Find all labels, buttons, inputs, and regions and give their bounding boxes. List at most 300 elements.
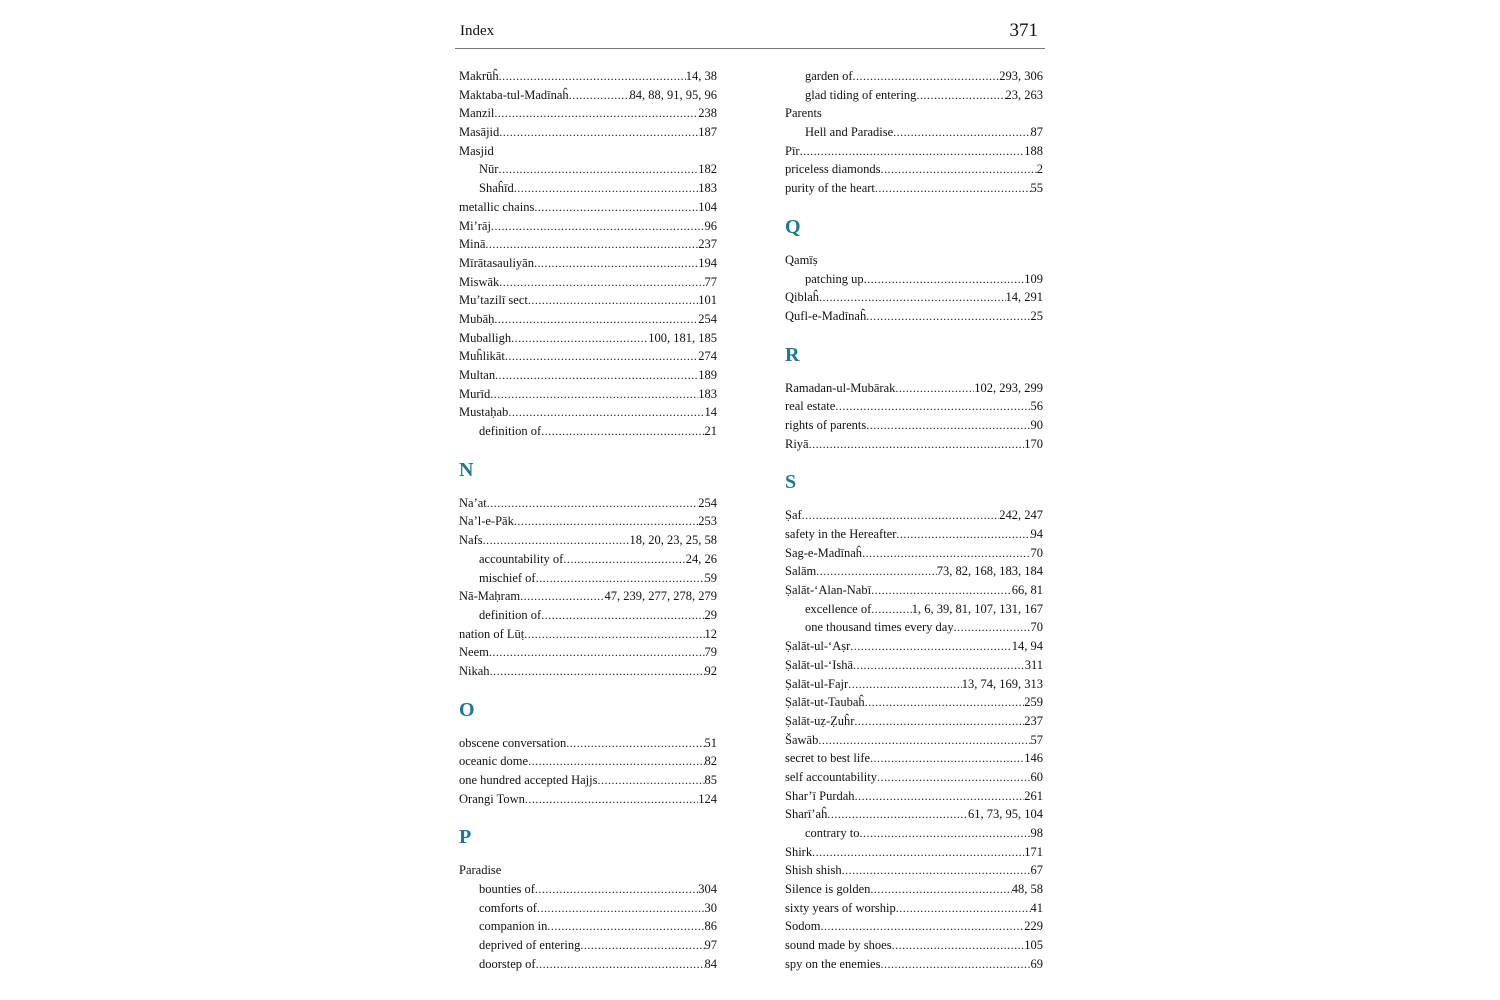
entry-term: sixty years of worship <box>785 900 896 915</box>
entry-term: Salām <box>785 564 817 579</box>
entry-term: real estate <box>785 399 836 414</box>
entry-term: excellence of <box>805 601 872 616</box>
entry-term: obscene conversation <box>459 735 567 750</box>
dot-leader <box>800 142 1025 161</box>
entry-term: Ṣalāt-ul-‘Aṣr <box>785 639 851 654</box>
index-subentry <box>459 917 717 936</box>
index-subentry <box>459 880 717 899</box>
entry-page-numbers: 146 <box>1024 751 1043 766</box>
entry-term: sound made by shoes <box>785 938 892 953</box>
entry-page-numbers: 94 <box>1030 527 1043 541</box>
section-letter-heading: P <box>459 826 472 849</box>
index-entry <box>785 917 1043 936</box>
index-entry <box>785 787 1043 806</box>
entry-page-numbers: 182 <box>698 162 717 177</box>
entry-term: Ṣalāt-ul-‘Ishā <box>785 657 854 672</box>
dot-leader <box>877 768 1031 787</box>
index-entry <box>785 899 1043 918</box>
page-number: 371 <box>1009 20 1038 41</box>
index-entry <box>459 310 717 329</box>
index-entry <box>459 273 717 292</box>
dot-leader <box>508 403 704 422</box>
entry-page-numbers: 51 <box>704 735 717 750</box>
index-entry <box>785 693 1043 712</box>
entry-term: secret to best life <box>785 751 871 766</box>
index-subentry <box>785 600 1043 619</box>
entry-page-numbers: 2 <box>1036 162 1043 177</box>
index-entry <box>459 123 717 142</box>
dot-leader <box>541 422 704 441</box>
entry-term: Ṣaf <box>785 508 802 523</box>
index-column-left <box>459 67 717 974</box>
entry-term: Muballigh <box>459 330 512 345</box>
entry-page-numbers: 189 <box>698 368 717 382</box>
index-entry <box>459 142 717 161</box>
entry-page-numbers: 170 <box>1024 436 1043 451</box>
entry-term: Mu’tazilī sect <box>459 293 528 308</box>
entry-term: metallic chains <box>459 199 535 214</box>
entry-page-numbers: 97 <box>704 938 717 953</box>
entry-page-numbers: 253 <box>698 514 717 529</box>
dot-leader <box>520 587 604 606</box>
entry-page-numbers: 237 <box>1024 713 1043 728</box>
entry-term: Miswāk <box>459 274 500 289</box>
entry-term: Shirk <box>785 844 813 859</box>
entry-page-numbers: 229 <box>1024 919 1043 934</box>
entry-term: deprived of entering <box>479 938 581 953</box>
entry-term: Parents <box>785 106 822 121</box>
entry-term: Multan <box>459 368 496 382</box>
index-entry <box>785 880 1043 899</box>
entry-term: Ṣalāt-uẓ-Ẓuĥr <box>785 713 855 728</box>
entry-page-numbers: 171 <box>1024 844 1043 859</box>
dot-leader <box>850 637 1011 656</box>
index-entry <box>785 435 1043 454</box>
entry-page-numbers: 124 <box>698 791 717 806</box>
entry-page-numbers: 304 <box>698 882 717 897</box>
entry-term: Shish shish <box>785 863 842 878</box>
index-subentry <box>785 123 1043 142</box>
entry-page-numbers: 90 <box>1030 417 1043 432</box>
dot-leader <box>865 693 1025 712</box>
entry-page-numbers: 77 <box>704 274 717 289</box>
dot-leader <box>880 160 1036 179</box>
dot-leader <box>597 771 704 790</box>
dot-leader <box>494 104 698 123</box>
index-entry <box>785 581 1043 600</box>
index-entry <box>459 494 717 513</box>
dot-leader <box>490 385 698 404</box>
entry-page-numbers: 79 <box>704 645 717 660</box>
entry-term: Qamīṣ <box>785 252 818 267</box>
entry-term: mischief of <box>479 570 536 585</box>
dot-leader <box>866 307 1030 326</box>
index-entry <box>785 843 1043 862</box>
dot-leader <box>875 179 1031 198</box>
index-entry <box>459 587 717 606</box>
dot-leader <box>528 291 698 310</box>
section-gap <box>785 453 1043 469</box>
dot-leader <box>536 955 705 974</box>
entry-page-numbers: 274 <box>698 349 717 364</box>
dot-leader <box>547 917 704 936</box>
section-letter-heading: Q <box>785 215 801 238</box>
entry-page-numbers: 82 <box>704 754 717 769</box>
entry-page-numbers: 102, 293, 299 <box>974 380 1043 395</box>
index-entry <box>459 531 717 550</box>
entry-page-numbers: 188 <box>1024 143 1043 158</box>
entry-term: companion in <box>479 919 548 934</box>
dot-leader <box>569 86 630 105</box>
entry-page-numbers: 41 <box>1030 900 1043 915</box>
dot-leader <box>870 880 1011 899</box>
entry-term: Nā-Maḥram <box>459 589 521 604</box>
entry-page-numbers: 85 <box>704 773 717 787</box>
dot-leader <box>860 824 1031 843</box>
entry-term: Shaĥīd <box>479 181 514 196</box>
index-entry <box>459 861 717 880</box>
entry-term: Na’at <box>459 495 487 510</box>
dot-leader <box>835 397 1030 416</box>
entry-term: Maktaba-tul-Madīnaĥ <box>459 87 569 102</box>
entry-term: one thousand times every day <box>805 620 954 635</box>
entry-term: definition of <box>479 607 542 622</box>
entry-term: Minā <box>459 237 486 252</box>
entry-page-numbers: 66, 81 <box>1011 583 1043 598</box>
entry-term: Masājid <box>459 125 500 140</box>
section-letter-heading: N <box>459 458 474 481</box>
entry-page-numbers: 73, 82, 168, 183, 184 <box>936 564 1043 579</box>
dot-leader <box>864 270 1025 289</box>
index-entry <box>459 385 717 404</box>
index-entry <box>459 790 717 809</box>
index-entry <box>785 506 1043 525</box>
index-entry <box>459 403 717 422</box>
dot-leader <box>842 861 1031 880</box>
dot-leader <box>483 531 630 550</box>
entry-term: Shar’ī Purdah <box>785 788 855 803</box>
entry-term: garden of <box>805 69 853 83</box>
dot-leader <box>563 550 685 569</box>
entry-page-numbers: 293, 306 <box>999 69 1043 83</box>
entry-page-numbers: 57 <box>1030 732 1043 747</box>
index-column-right <box>785 67 1043 974</box>
entry-page-numbers: 183 <box>698 386 717 401</box>
entry-term: doorstep of <box>479 956 536 971</box>
index-entry <box>785 955 1043 974</box>
entry-term: comforts of <box>479 900 537 915</box>
entry-term: Sag-e-Madīnaĥ <box>785 545 863 560</box>
dot-leader <box>896 525 1030 544</box>
entry-page-numbers: 59 <box>704 570 717 585</box>
section-gap <box>785 241 1043 251</box>
entry-page-numbers: 109 <box>1024 271 1043 286</box>
entry-page-numbers: 100, 181, 185 <box>648 330 717 345</box>
dot-leader <box>870 749 1024 768</box>
index-entry <box>785 805 1043 824</box>
dot-leader <box>855 787 1025 806</box>
index-entry <box>785 637 1043 656</box>
dot-leader <box>528 752 704 771</box>
dot-leader <box>871 600 911 619</box>
entry-page-numbers: 23, 263 <box>1005 87 1043 102</box>
index-entry <box>459 347 717 366</box>
entry-term: Ṣalāt-‘Alan-Nabī <box>785 583 872 598</box>
entry-term: safety in the Hereafter <box>785 527 897 541</box>
dot-leader <box>485 235 698 254</box>
index-entry <box>459 752 717 771</box>
dot-leader <box>892 936 1025 955</box>
entry-page-numbers: 98 <box>1030 826 1043 840</box>
section-gap <box>785 326 1043 342</box>
index-entry <box>785 936 1043 955</box>
entry-page-numbers: 18, 20, 23, 25, 58 <box>629 533 717 548</box>
entry-page-numbers: 29 <box>704 607 717 622</box>
entry-term: Nūr <box>479 162 499 177</box>
entry-term: Sharī’aĥ <box>785 807 828 822</box>
dot-leader <box>494 310 698 329</box>
entry-page-numbers: 84 <box>704 956 717 971</box>
dot-leader <box>802 506 1000 525</box>
index-entry <box>785 712 1043 731</box>
index-subentry <box>459 179 717 198</box>
entry-page-numbers: 101 <box>698 293 717 308</box>
dot-leader <box>819 288 1005 307</box>
entry-page-numbers: 183 <box>698 181 717 196</box>
index-entry <box>459 198 717 217</box>
index-subentry <box>459 422 717 441</box>
index-entry <box>459 86 717 105</box>
entry-page-numbers: 25 <box>1030 308 1043 323</box>
index-entry <box>459 771 717 790</box>
entry-page-numbers: 194 <box>698 255 717 270</box>
index-entry <box>785 104 1043 123</box>
index-subentry <box>785 618 1043 637</box>
entry-page-numbers: 259 <box>1024 695 1043 710</box>
dot-leader <box>895 379 974 398</box>
dot-leader <box>818 731 1030 750</box>
dot-leader <box>816 562 937 581</box>
entry-page-numbers: 87 <box>1030 125 1043 140</box>
index-entry <box>459 512 717 531</box>
entry-page-numbers: 1, 6, 39, 81, 107, 131, 167 <box>911 601 1043 616</box>
entry-term: Ramadan-ul-Mubārak <box>785 380 896 395</box>
index-entry <box>785 861 1043 880</box>
section-gap <box>459 681 717 697</box>
index-entry <box>785 544 1043 563</box>
index-entry <box>785 379 1043 398</box>
dot-leader <box>514 179 699 198</box>
entry-term: Mubāḥ <box>459 311 495 326</box>
entry-term: definition of <box>479 424 542 439</box>
entry-term: Riyā <box>785 436 809 451</box>
dot-leader <box>537 899 705 918</box>
entry-term: Orangi Town <box>459 791 525 806</box>
dot-leader <box>505 347 698 366</box>
section-gap <box>459 724 717 734</box>
entry-term: Nikah <box>459 663 490 678</box>
entry-page-numbers: 60 <box>1030 769 1043 784</box>
page-header <box>455 18 1045 49</box>
section-gap <box>459 808 717 824</box>
dot-leader <box>862 544 1030 563</box>
dot-leader <box>541 606 704 625</box>
index-subentry <box>459 160 717 179</box>
entry-page-numbers: 96 <box>704 218 717 233</box>
section-gap <box>785 369 1043 379</box>
entry-term: Neem <box>459 645 489 660</box>
index-entry <box>785 179 1043 198</box>
entry-page-numbers: 14 <box>704 405 717 420</box>
entry-page-numbers: 70 <box>1030 620 1043 635</box>
index-entry <box>785 731 1043 750</box>
index-entry <box>459 734 717 753</box>
index-entry <box>785 675 1043 694</box>
entry-page-numbers: 21 <box>704 424 717 439</box>
index-entry <box>785 768 1043 787</box>
dot-leader <box>848 675 962 694</box>
index-entry <box>785 251 1043 270</box>
dot-leader <box>514 512 698 531</box>
index-subentry <box>459 550 717 569</box>
entry-term: Mustaḥab <box>459 405 509 420</box>
entry-page-numbers: 48, 58 <box>1011 882 1043 897</box>
dot-leader <box>871 581 1012 600</box>
dot-leader <box>820 917 1024 936</box>
entry-page-numbers: 311 <box>1024 657 1043 672</box>
index-entry <box>459 67 717 86</box>
entry-term: Qiblaĥ <box>785 290 820 305</box>
entry-term: bounties of <box>479 882 535 897</box>
entry-term: contrary to <box>805 826 860 840</box>
entry-term: Masjid <box>459 143 494 158</box>
dot-leader <box>866 416 1030 435</box>
index-subentry <box>459 899 717 918</box>
index-subentry <box>459 606 717 625</box>
index-entry <box>459 254 717 273</box>
entry-page-numbers: 70 <box>1030 545 1043 560</box>
dot-leader <box>511 329 648 348</box>
dot-leader <box>880 955 1030 974</box>
entry-page-numbers: 254 <box>698 495 717 510</box>
index-entry <box>785 142 1043 161</box>
entry-term: Muĥlikāt <box>459 349 505 364</box>
index-entry <box>785 562 1043 581</box>
index-subentry <box>459 569 717 588</box>
index-entry <box>459 217 717 236</box>
dot-leader <box>535 880 698 899</box>
entry-term: Na’l-e-Pāk <box>459 514 514 529</box>
entry-term: spy on the enemies <box>785 956 881 971</box>
entry-page-numbers: 242, 247 <box>999 508 1043 523</box>
section-gap <box>459 851 717 861</box>
entry-page-numbers: 55 <box>1030 181 1043 196</box>
entry-term: accountability of <box>479 551 564 566</box>
dot-leader <box>809 435 1025 454</box>
index-subentry <box>785 67 1043 86</box>
entry-page-numbers: 254 <box>698 311 717 326</box>
dot-leader <box>534 198 698 217</box>
index-subentry <box>785 824 1043 843</box>
index-entry <box>785 525 1043 544</box>
index-subentry <box>459 955 717 974</box>
index-entry <box>785 416 1043 435</box>
dot-leader <box>499 273 704 292</box>
section-gap <box>459 484 717 494</box>
index-page <box>455 0 1045 1000</box>
entry-page-numbers: 237 <box>698 237 717 252</box>
entry-term: Paradise <box>459 863 502 878</box>
dot-leader <box>812 843 1024 862</box>
section-letter-heading: R <box>785 343 800 366</box>
dot-leader <box>487 494 698 513</box>
dot-leader <box>896 899 1031 918</box>
entry-term: self accountability <box>785 769 877 784</box>
index-entry <box>785 656 1043 675</box>
index-entry <box>459 104 717 123</box>
dot-leader <box>489 643 705 662</box>
entry-term: Mi’rāj <box>459 218 491 233</box>
dot-leader <box>853 656 1025 675</box>
entry-page-numbers: 187 <box>698 125 717 140</box>
entry-term: Silence is golden <box>785 882 871 897</box>
entry-term: patching up <box>805 271 864 286</box>
index-entry <box>459 291 717 310</box>
entry-page-numbers: 56 <box>1030 399 1043 414</box>
index-entry <box>459 662 717 681</box>
entry-term: glad tiding of entering <box>805 87 917 102</box>
entry-term: Šawāb <box>785 732 819 747</box>
entry-page-numbers: 92 <box>704 663 717 678</box>
index-entry <box>459 643 717 662</box>
entry-page-numbers: 12 <box>704 626 717 641</box>
entry-term: Ṣalāt-ul-Fajr <box>785 676 849 691</box>
dot-leader <box>534 254 698 273</box>
entry-page-numbers: 47, 239, 277, 278, 279 <box>604 589 717 604</box>
index-subentry <box>785 86 1043 105</box>
entry-page-numbers: 14, 291 <box>1005 290 1043 305</box>
entry-term: one hundred accepted Hajjs <box>459 773 598 787</box>
dot-leader <box>498 160 698 179</box>
entry-term: oceanic dome <box>459 754 529 769</box>
index-entry <box>785 288 1043 307</box>
index-entry <box>459 625 717 644</box>
dot-leader <box>495 366 698 385</box>
entry-page-numbers: 61, 73, 95, 104 <box>968 807 1043 822</box>
entry-term: Qufl-e-Madīnaĥ <box>785 308 867 323</box>
entry-term: Hell and Paradise <box>805 125 894 140</box>
entry-term: rights of parents <box>785 417 867 432</box>
entry-term: Mīrātasauliyān <box>459 255 534 270</box>
index-entry <box>785 749 1043 768</box>
entry-term: Pīr <box>785 143 800 158</box>
entry-page-numbers: 105 <box>1024 938 1043 953</box>
entry-term: Murīd <box>459 386 491 401</box>
index-entry <box>459 235 717 254</box>
index-entry <box>785 160 1043 179</box>
entry-page-numbers: 30 <box>704 900 717 915</box>
index-subentry <box>785 270 1043 289</box>
dot-leader <box>580 936 704 955</box>
dot-leader <box>525 790 698 809</box>
section-gap <box>785 496 1043 506</box>
dot-leader <box>954 618 1031 637</box>
entry-page-numbers: 86 <box>704 919 717 934</box>
entry-page-numbers: 13, 74, 169, 313 <box>961 676 1043 691</box>
entry-page-numbers: 14, 94 <box>1011 639 1043 654</box>
entry-term: priceless diamonds <box>785 162 881 177</box>
dot-leader <box>499 67 686 86</box>
